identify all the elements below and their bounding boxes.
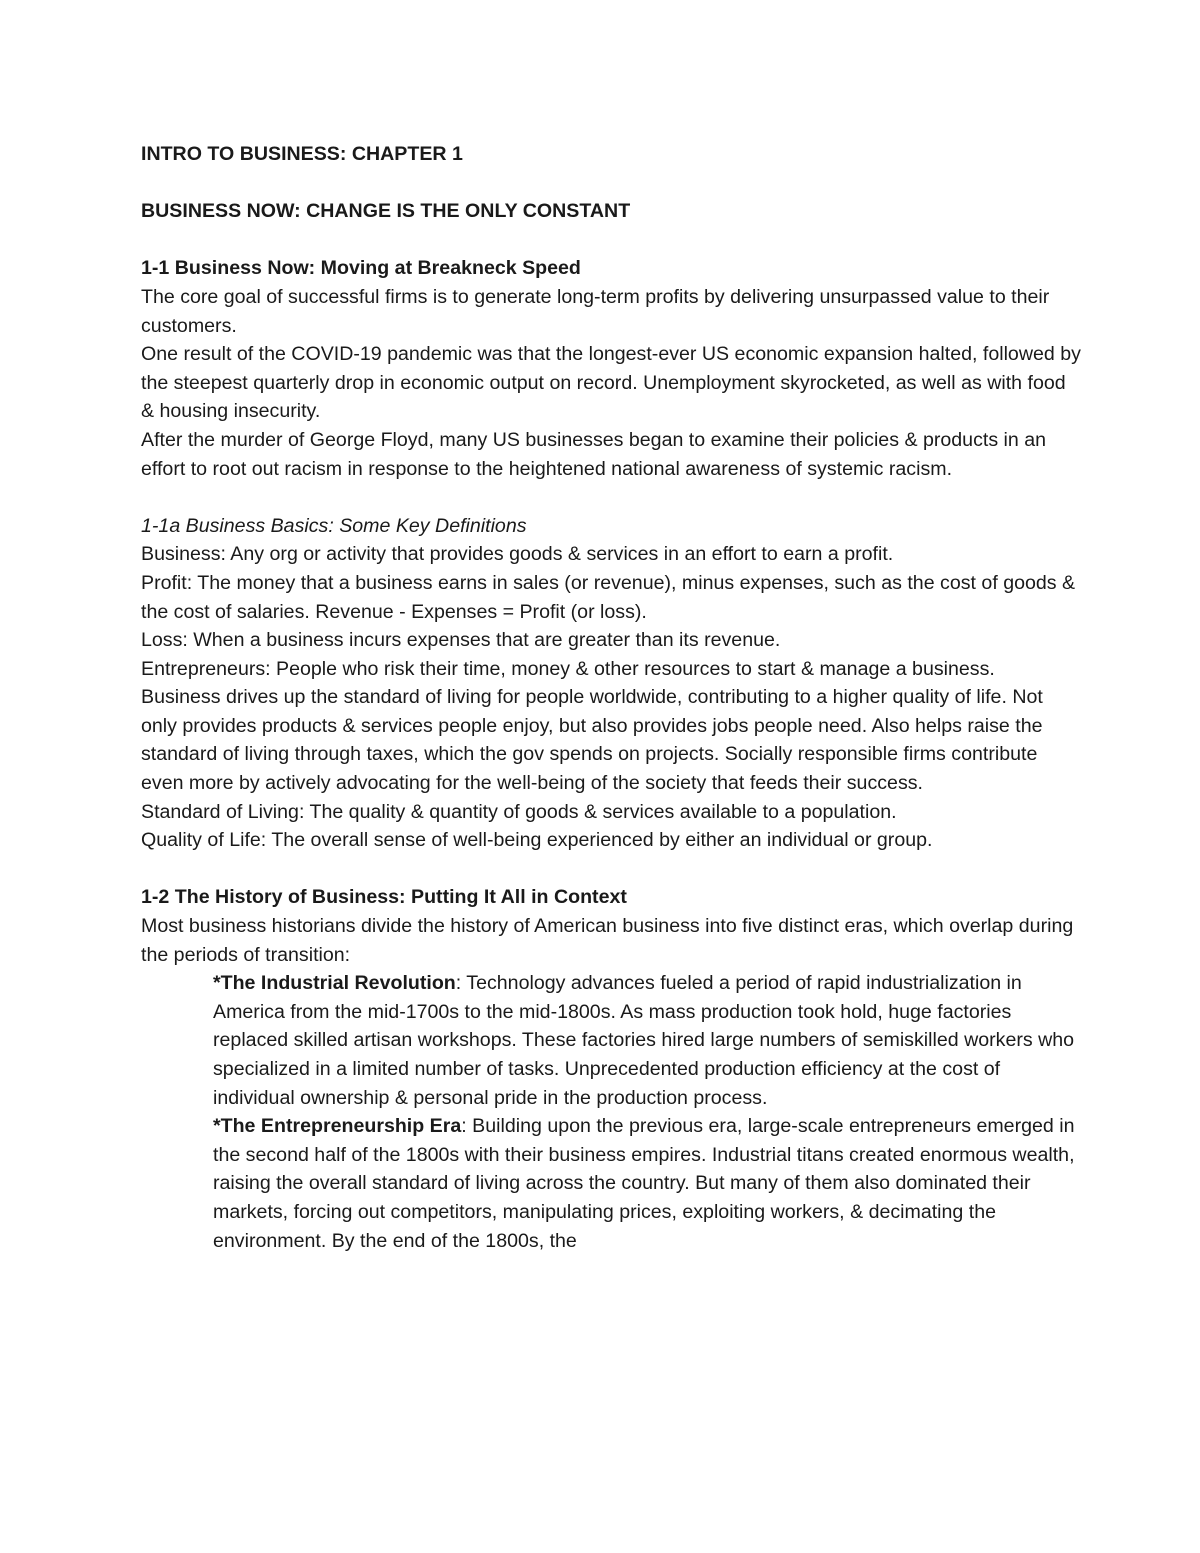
era-item [141, 969, 1081, 1112]
era-text: : Technology advances fueled a period of rapid industrialization in America from the mid-1700s to the mid-1800s. As mass production took hold, huge factories replaced skilled artisan workshops. These factories hired large numbers of semiskilled workers who specialized in a limited number of tasks. Unprecedented production efficiency at the cost of individual ownership & personal pride in the production process. [213, 972, 1075, 1109]
paragraph: After the murder of George Floyd, many US businesses began to examine their policies & products in an effort to root out racism in response to the heightened national awareness of systemic racism. [141, 428, 1047, 480]
paragraph: One result of the COVID-19 pandemic was that the longest-ever US economic expansion halted, followed by the steepest quarterly drop in economic output on record. Unemployment skyrocketed, as well as with food & housing insecurity. [141, 343, 1081, 423]
definition-line: Profit: The money that a business earns in sales (or revenue), minus expenses, such as the cost of goods & the cost of salaries. Revenue - Expenses = Profit (or loss). [141, 571, 1076, 623]
paragraph: Most business historians divide the history of American business into five distinct eras, which overlap during the periods of transition: [141, 915, 1074, 966]
document-title: INTRO TO BUSINESS: CHAPTER 1 [141, 143, 463, 165]
definition-line: Standard of Living: The quality & quantity of goods & services available to a population. [141, 800, 897, 823]
definition-line: Business: Any org or activity that provides goods & services in an effort to earn a profit. [141, 543, 894, 566]
definition-line: Loss: When a business incurs expenses that are greater than its revenue. [141, 629, 781, 652]
paragraph: The core goal of successful firms is to generate long-term profits by delivering unsurpassed value to their customers. [141, 285, 1050, 337]
era-text: : Building upon the previous era, large-scale entrepreneurs emerged in the second half of the 1800s with their business empires. Industrial titans created enormous wealth, raising the overall standard of living across the country. But many of them also dominated their markets, forcing out competitors, manipulating prices, exploiting workers, & decimating the environment. By the end of the 1800s, the [213, 1115, 1075, 1252]
section-1-1a-heading: 1-1a Business Basics: Some Key Definitions [141, 514, 527, 537]
chapter-subtitle: BUSINESS NOW: CHANGE IS THE ONLY CONSTANT [141, 200, 631, 223]
era-name: *The Industrial Revolution [213, 972, 456, 995]
era-item [141, 1112, 1081, 1255]
section-1-1-heading: 1-1 Business Now: Moving at Breakneck Speed [141, 257, 581, 280]
paragraph: Business drives up the standard of living for people worldwide, contributing to a higher quality of life. Not only provides products & services people enjoy, but also provides jobs people need. Also helps raise the standard of living through taxes, which the gov spends on projects. Socially responsible firms contribute even more by actively advocating for the well-being of the society that feeds their success. [141, 686, 1043, 795]
definition-line: Quality of Life: The overall sense of well-being experienced by either an individual or group. [141, 829, 933, 852]
document-page [141, 140, 1081, 1255]
era-name: *The Entrepreneurship Era [213, 1115, 462, 1138]
section-1-2-heading: 1-2 The History of Business: Putting It All in Context [141, 886, 627, 909]
definition-line: Entrepreneurs: People who risk their time, money & other resources to start & manage a business. [141, 657, 995, 680]
